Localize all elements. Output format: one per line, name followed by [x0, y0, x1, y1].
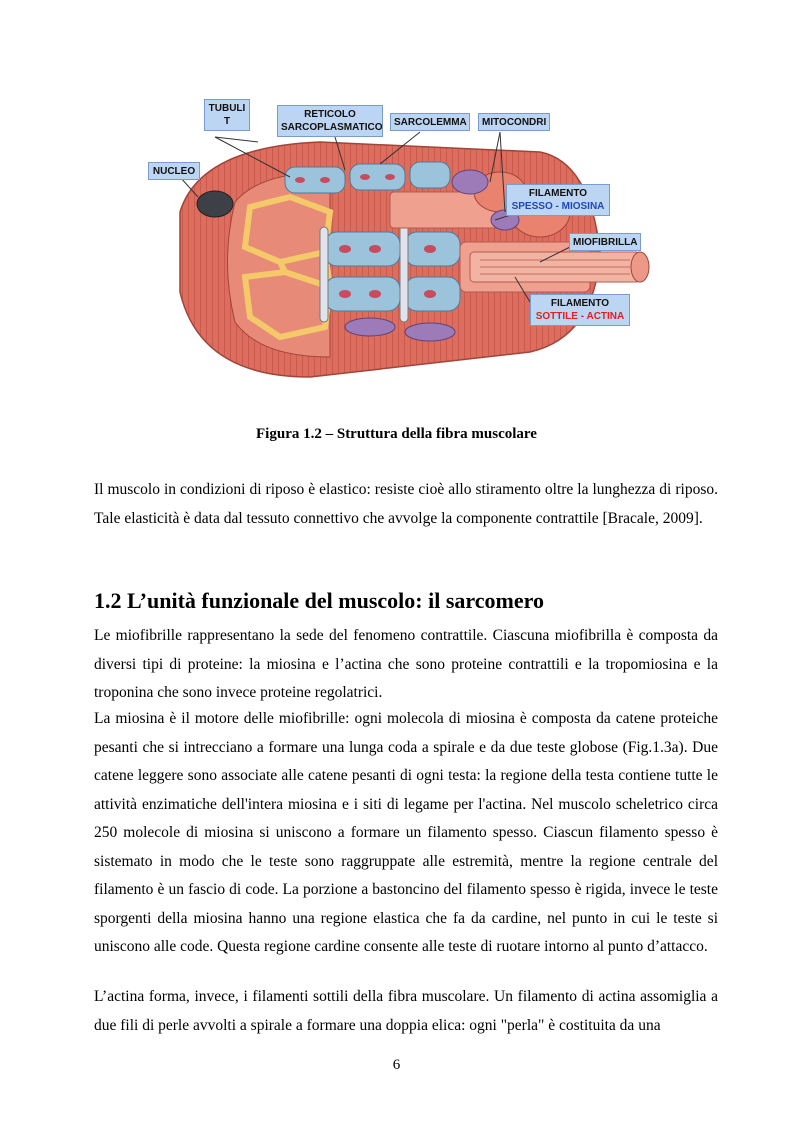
- label-nucleo-text: NUCLEO: [152, 166, 196, 177]
- label-tubuli-line2: T: [223, 116, 231, 127]
- label-reticolo-line1: RETICOLO: [304, 109, 356, 120]
- label-filamento-spesso-line1: FILAMENTO: [528, 188, 588, 199]
- label-filamento-spesso-line2: SPESSO - MIOSINA: [511, 201, 605, 212]
- paragraph-2: Le miofibrille rappresentano la sede del fenomeno contrattile. Ciascuna miofibrilla è composta da diversi tipi di proteine: la miosina e l’actina che sono proteine contrattili e la tropomiosina e la troponina che sono invece proteine regolatrici.: [94, 627, 718, 701]
- page-number: 6: [392, 1057, 401, 1073]
- label-reticolo: [277, 105, 383, 137]
- paragraph-4: L’actina forma, invece, i filamenti sottili della fibra muscolare. Un filamento di actina assomiglia a due fili di perle avvolti a spirale a formare una doppia elica: ogni "perla" è costituita da una: [94, 988, 718, 1034]
- label-filamento-spesso: [506, 184, 610, 216]
- label-tubuli-t: [204, 99, 250, 131]
- label-sarcolemma-text: SARCOLEMMA: [394, 117, 467, 128]
- label-filamento-sottile-line1: FILAMENTO: [550, 298, 610, 309]
- paragraph-3: La miosina è il motore delle miofibrille: ogni molecola di miosina è composta da catene proteiche pesanti che si intrecciano a formare una lunga coda a spirale e da due teste globose (Fig.1.3a). Due catene leggere sono associate alle catene pesanti di ogni testa: la regione della testa contiene tutte le attività enzimatiche dell'intera miosina e i siti di legame per l'actina. Nel muscolo scheletrico circa 250 molecole di miosina si uniscono a formare un filamento spesso. Ciascun filamento spesso è sistemato in modo che le teste sono raggruppate alle estremità, mentre la regione centrale del filamento è un fascio di code. La porzione a bastoncino del filamento spesso è rigida, invece le teste sporgenti della miosina hanno una regione elastica che fa da cardine, nel punto in cui le teste si uniscono alle code. Questa regione cardine consente alle teste di ruotare intorno al punto d’attacco.: [94, 710, 718, 955]
- section-heading: 1.2 L’unità funzionale del muscolo: il sarcomero: [94, 588, 544, 613]
- label-filamento-sottile: [530, 294, 630, 326]
- label-miofibrilla-text: MIOFIBRILLA: [573, 237, 638, 248]
- label-tubuli-line1: TUBULI: [208, 103, 246, 114]
- label-sarcolemma: [390, 113, 470, 131]
- label-mitocondri-text: MITOCONDRI: [482, 117, 547, 128]
- label-filamento-sottile-line2: SOTTILE - ACTINA: [535, 311, 625, 322]
- myofibril-rod: [470, 252, 649, 282]
- nucleus: [197, 191, 233, 217]
- label-reticolo-line2: SARCOPLASMATICO: [281, 122, 383, 133]
- label-nucleo: [148, 162, 200, 180]
- label-miofibrilla: [569, 233, 641, 251]
- label-mitocondri: [478, 113, 550, 131]
- paragraph-1: Il muscolo in condizioni di riposo è elastico: resiste cioè allo stiramento oltre la lunghezza di riposo. Tale elasticità è data dal tessuto connettivo che avvolge la componente contrattile [Bracale, 2009].: [94, 481, 718, 527]
- figure-caption: Figura 1.2 – Struttura della fibra muscolare: [256, 426, 537, 442]
